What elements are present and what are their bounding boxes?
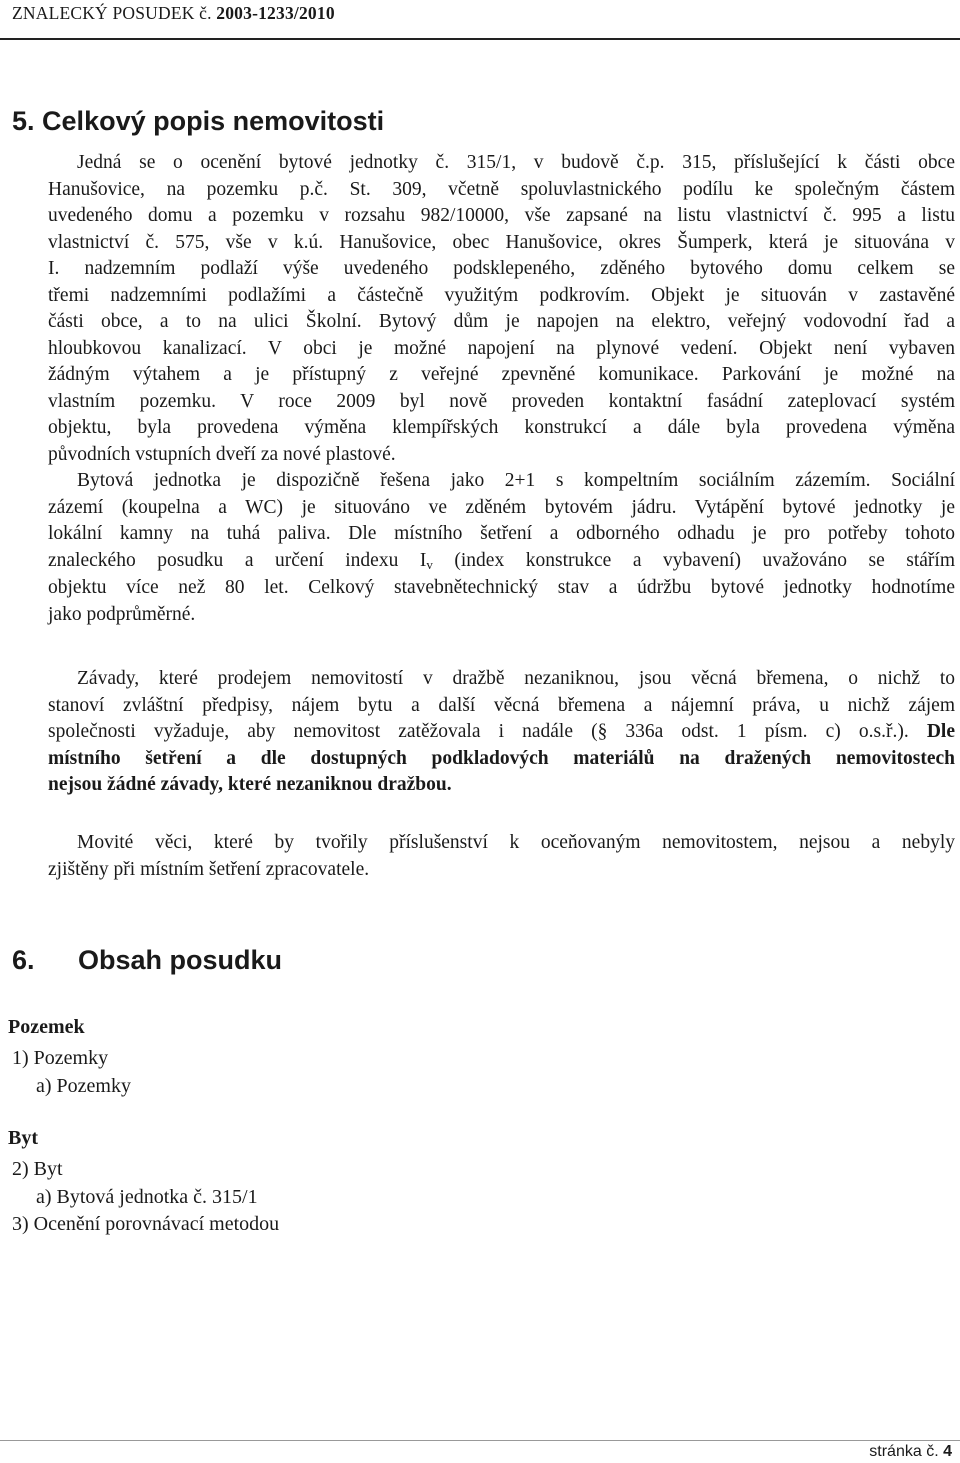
text-line	[48, 746, 955, 773]
text-segment: jako podprůměrné.	[48, 603, 196, 625]
bold-text: místního šetření a dle dostupných podkladových materiálů na dražených nemovitostech	[48, 747, 955, 769]
section-6-number: 6.	[12, 945, 35, 975]
document-header	[12, 3, 335, 24]
text-segment: hloubkovou kanalizací. V obci je možné napojení na plynové vedení. Objekt není vybaven	[48, 337, 955, 359]
text-line	[48, 575, 955, 602]
text-segment: znaleckého posudku a určení indexu I	[48, 549, 427, 571]
paragraph-description	[48, 150, 955, 468]
text-segment: Bytová jednotka je dispozičně řešena jako 2+1 s kompeltním sociálním zázemím. Sociální	[77, 470, 955, 491]
footer-label: stránka č.	[869, 1443, 939, 1460]
text-segment: společnosti vyžaduje, aby nemovitost zatěžovala i nadále (§ 336a odst. 1 písm. c) o.s.ř.).	[48, 721, 927, 742]
text-line	[48, 309, 955, 336]
text-line	[48, 389, 955, 416]
text-line	[48, 468, 955, 495]
text-segment: stanoví zvláštní předpisy, nájem bytu a další věcná břemena a nájemní práva, u nichž zájem	[48, 694, 955, 716]
page-footer	[869, 1443, 952, 1461]
text-segment: Movité věci, které by tvořily příslušenství k oceňovaným nemovitostem, nejsou a nebyly	[77, 832, 955, 853]
text-segment: objektu, byla provedena výměna klempířských konstrukcí a dále byla provedena výměna	[48, 417, 955, 438]
text-segment: vlastním pozemku. V roce 2009 byl nově proveden kontaktní fasádní zateplovací systém	[48, 390, 955, 412]
text-line	[48, 283, 955, 310]
text-line	[48, 415, 955, 442]
text-segment: (index konstrukce a vybavení) uvažováno se stářím	[432, 549, 955, 571]
text-segment: vlastnictví č. 575, vše v k.ú. Hanušovice, obec Hanušovice, okres Šumperk, která je situována v	[48, 231, 955, 253]
section-5-title: Celkový popis nemovitosti	[42, 106, 385, 136]
text-line	[48, 719, 955, 746]
text-segment: žádným výtahem a je přístupný z veřejné zpevněné komunikace. Parkování je možné na	[48, 364, 955, 385]
text-line	[48, 830, 955, 857]
contents-item-2a: a) Bytová jednotka č. 315/1	[36, 1186, 258, 1208]
text-line	[48, 442, 955, 469]
text-line	[48, 256, 955, 283]
bold-text: nejsou žádné závady, které nezaniknou dražbou.	[48, 774, 452, 795]
text-segment: zázemí (koupelna a WC) je situováno ve zděném bytovém jádru. Vytápění bytové jednotky je	[48, 496, 955, 518]
text-segment: Hanušovice, na pozemku p.č. St. 309, včetně spoluvlastnického podílu ke společným částem	[48, 178, 955, 200]
contents-group-pozemek: Pozemek	[8, 1016, 85, 1038]
text-line	[48, 495, 955, 522]
text-line	[48, 666, 955, 693]
text-line	[48, 230, 955, 257]
text-line	[48, 857, 955, 884]
text-line	[48, 772, 955, 799]
footer-rule	[0, 1440, 960, 1441]
text-segment: objektu více než 80 let. Celkový stavebnětechnický stav a údržbu bytové jednotky hodnotíme	[48, 577, 955, 598]
section-6-title: Obsah posudku	[78, 945, 283, 975]
text-line	[48, 521, 955, 548]
header-prefix: ZNALECKÝ POSUDEK č.	[12, 3, 212, 23]
contents-item-3: 3) Ocenění porovnávací metodou	[12, 1213, 280, 1235]
subscript-v: v	[426, 556, 433, 572]
text-segment: I. nadzemním podlaží výše uvedeného podsklepeného, zděného bytového domu celkem se	[48, 258, 955, 279]
section-5-heading	[12, 106, 384, 137]
bold-text: Dle	[926, 721, 955, 742]
header-number: 2003-1233/2010	[216, 3, 335, 23]
paragraph-layout	[48, 468, 955, 628]
text-segment: Jedná se o ocenění bytové jednotky č. 315/1, v budově č.p. 315, příslušející k části obce	[77, 152, 955, 173]
paragraph-movables	[48, 830, 955, 883]
text-segment: zjištěny při místním šetření zpracovatele.	[48, 858, 370, 880]
text-segment: třemi nadzemními podlažími a částečně využitým podkrovím. Objekt je situován v zastavěné	[48, 284, 955, 306]
contents-item-1: 1) Pozemky	[12, 1047, 109, 1069]
contents-item-1a: a) Pozemky	[36, 1075, 131, 1097]
text-segment: původních vstupních dveří za nové plastové.	[48, 443, 396, 465]
text-line	[48, 548, 955, 576]
paragraph-encumbrances	[48, 666, 955, 799]
text-line	[48, 177, 955, 204]
section-5-number: 5.	[12, 106, 35, 136]
text-segment: lokální kamny na tuhá paliva. Dle místního šetření a odborného odhadu je pro potřeby tohoto	[48, 523, 955, 544]
text-line	[48, 602, 955, 629]
section-5-paragraphs-1-2	[48, 150, 955, 628]
header-rule	[0, 38, 960, 40]
text-segment: uvedeného domu a pozemku v rozsahu 982/10000, vše zapsané na listu vlastnictví č. 995 a listu	[48, 205, 955, 226]
contents-group-byt: Byt	[8, 1127, 38, 1149]
text-segment: části obce, a to na ulici Školní. Bytový dům je napojen na elektro, veřejný vodovodní řad a	[48, 311, 955, 332]
text-line	[48, 362, 955, 389]
text-line	[48, 336, 955, 363]
text-line	[48, 693, 955, 720]
contents-item-2: 2) Byt	[12, 1158, 63, 1180]
text-segment: Závady, které prodejem nemovitostí v dražbě nezaniknou, jsou věcná břemena, o nichž to	[77, 668, 955, 689]
text-line	[48, 203, 955, 230]
footer-page-number: 4	[943, 1443, 952, 1460]
section-6-heading	[12, 945, 282, 976]
text-line	[48, 150, 955, 177]
